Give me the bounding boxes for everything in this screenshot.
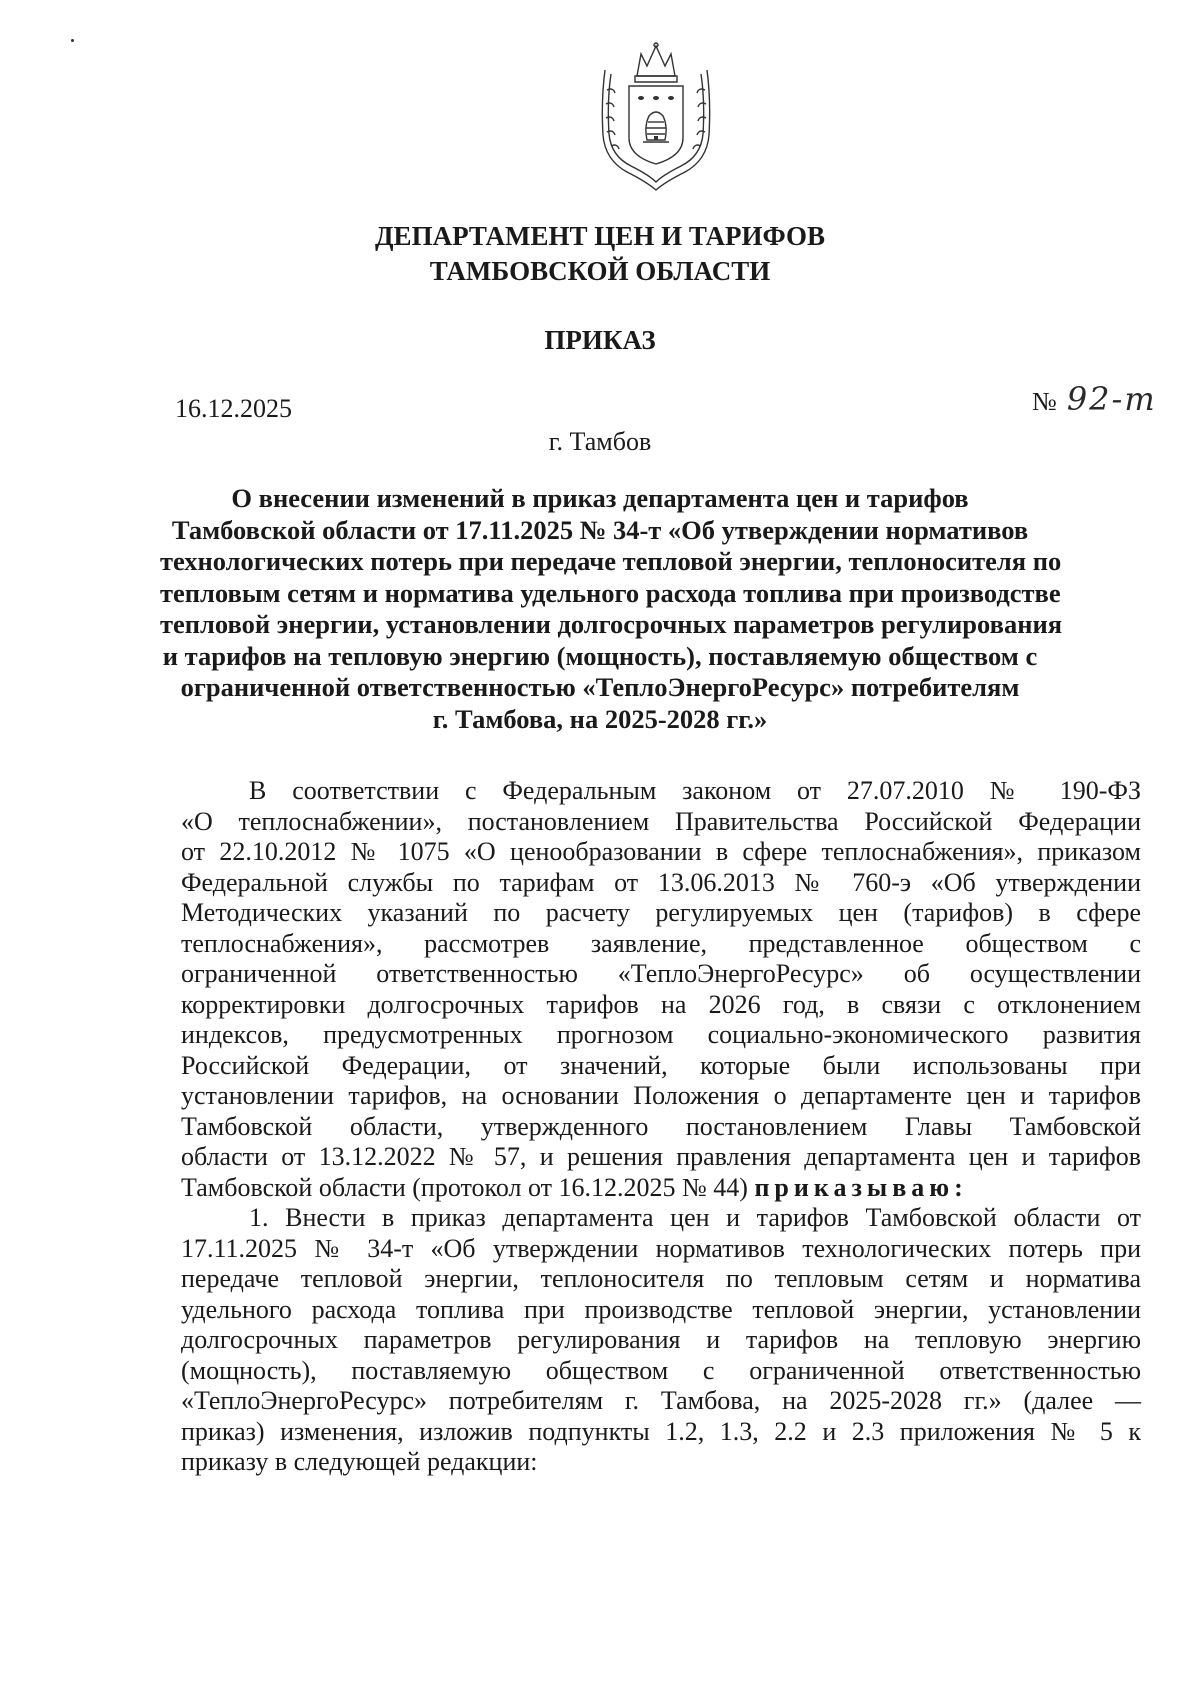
item1-line: долгосрочных параметров регулирования и тарифов на тепловую энергию xyxy=(181,1325,1141,1354)
preamble-line: Федеральной службы по тарифам от 13.06.2013 № 760-э «Об утверждении xyxy=(181,867,1141,897)
preamble-line: установлении тарифов, на основании Положения о департаменте цен и тарифов xyxy=(181,1081,1141,1110)
preamble-line: Российской Федерации, от значений, которые были использованы при xyxy=(181,1050,1141,1080)
preamble-line: теплоснабжения», рассмотрев заявление, представленное обществом с xyxy=(181,928,1141,958)
item1-line: приказ) изменения, изложив подпункты 1.2, 1.3, 2.2 и 2.3 приложения № 5 к xyxy=(181,1416,1141,1446)
scan-speck xyxy=(71,39,74,42)
department-name-line2: ТАМБОВСКОЙ ОБЛАСТИ xyxy=(429,256,771,286)
item1-line: 17.11.2025 № 34-т «Об утверждении нормативов технологических потерь при xyxy=(181,1233,1141,1263)
preamble-line: «О теплоснабжении», постановлением Правительства Российской Федерации xyxy=(181,806,1141,836)
preamble-last-text: Тамбовской области (протокол от 16.12.2025 № 44) xyxy=(181,1172,755,1202)
preamble-line: В соответствии с Федеральным законом от 27.07.2010 № 190-ФЗ xyxy=(249,776,1141,805)
title-line: и тарифов на тепловую энергию (мощность), поставляемую обществом с xyxy=(162,640,1038,671)
order-title xyxy=(160,483,1063,735)
item1-line: «ТеплоЭнергоРесурс» потребителям г. Тамбова, на 2025-2028 гг.» (далее — xyxy=(181,1386,1141,1415)
order-body xyxy=(181,776,1141,1478)
number-sign: № xyxy=(1032,387,1057,416)
title-line: тепловым сетям и норматива удельного расхода топлива при производстве xyxy=(160,577,1061,608)
preamble-line: корректировки долгосрочных тарифов на 2026 год, в связи с отклонением xyxy=(181,989,1141,1019)
preamble-line: Методических указаний по расчету регулируемых цен (тарифов) в сфере xyxy=(181,898,1141,927)
preamble-line: от 22.10.2012 № 1075 «О ценообразовании в сфере теплоснабжения», приказом xyxy=(181,837,1141,866)
order-number xyxy=(1032,380,1157,418)
title-line: тепловой энергии, установлении долгосрочных параметров регулирования xyxy=(160,609,1063,639)
preamble-line: Тамбовской области, утвержденного постановлением Главы Тамбовской xyxy=(181,1111,1141,1141)
title-line: ограниченной ответственностью «ТеплоЭнергоРесурс» потребителям xyxy=(180,672,1020,702)
order-verb: приказываю: xyxy=(754,1172,968,1202)
department-name-line1: ДЕПАРТАМЕНТ ЦЕН И ТАРИФОВ xyxy=(374,221,826,251)
handwritten-order-number: 92-т xyxy=(1066,380,1157,418)
order-date: 16.12.2025 xyxy=(175,394,292,423)
preamble-last-line xyxy=(181,1173,1141,1204)
document-type: ПРИКАЗ xyxy=(544,325,656,355)
item1-line: (мощность), поставляемую обществом с ограниченной ответственностью xyxy=(181,1355,1141,1385)
title-line: технологических потерь при передаче тепловой энергии, теплоносителя по xyxy=(160,546,1062,576)
item1-line: передаче тепловой энергии, теплоносителя по тепловым сетям и норматива xyxy=(181,1264,1141,1293)
city: г. Тамбов xyxy=(548,427,652,456)
item1-line: удельного расхода топлива при производстве тепловой энергии, установлении xyxy=(181,1294,1141,1324)
title-line: О внесении изменений в приказ департамента цен и тарифов xyxy=(231,483,969,513)
title-line: Тамбовской области от 17.11.2025 № 34-т «Об утверждении нормативов xyxy=(171,514,1029,545)
preamble-line: индексов, предусмотренных прогнозом социально-экономического развития xyxy=(181,1020,1141,1049)
preamble-line: области от 13.12.2022 № 57, и решения правления департамента цен и тарифов xyxy=(181,1142,1141,1171)
coat-of-arms-emblem xyxy=(597,40,715,192)
item1-line: приказу в следующей редакции: xyxy=(181,1447,538,1476)
item1-line: 1. Внести в приказ департамента цен и тарифов Тамбовской области от xyxy=(249,1203,1141,1232)
title-line: г. Тамбова, на 2025-2028 гг.» xyxy=(432,703,768,734)
preamble-line: ограниченной ответственностью «ТеплоЭнергоРесурс» об осуществлении xyxy=(181,959,1141,988)
